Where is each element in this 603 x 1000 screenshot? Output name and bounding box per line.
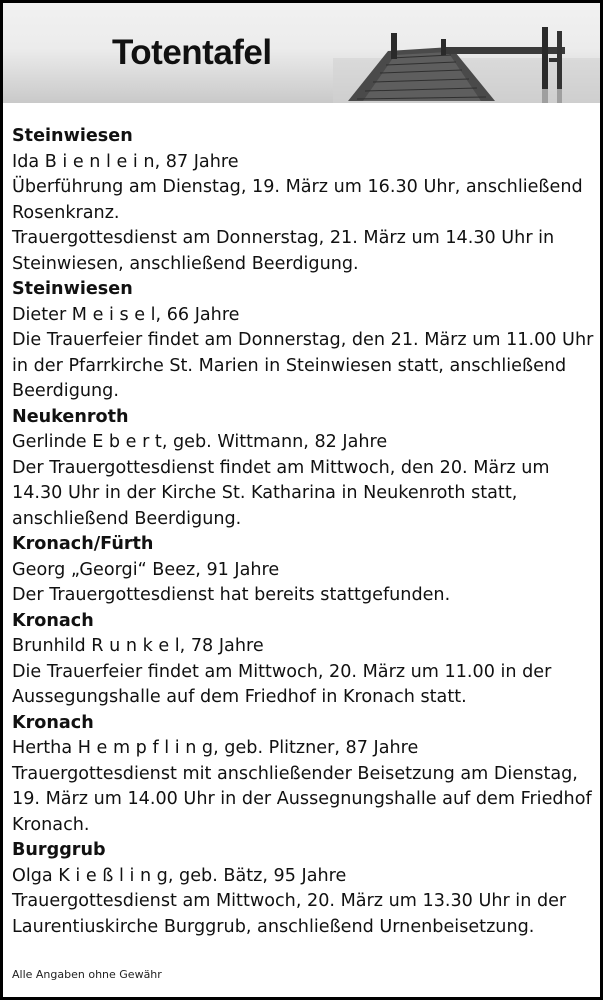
entry-text-line: Trauergottesdienst am Mittwoch, 20. März um 13.30 Uhr in der: [12, 891, 567, 911]
entry-name: Hertha H e m p f l i n g, geb. Plitzner, 87 Jahre: [12, 738, 419, 758]
entry-place: Neukenroth: [12, 406, 129, 427]
obituary-entry: [12, 711, 600, 839]
obituary-entry: [12, 838, 600, 940]
obituary-entry: [12, 277, 600, 405]
obituary-entry: [12, 532, 600, 609]
entry-text-line: 19. März um 14.00 Uhr in der Aussegnungshalle auf dem Friedhof: [12, 789, 592, 809]
entry-place: Burggrub: [12, 840, 106, 860]
entry-text-line: Aussegungshalle auf dem Friedhof in Kronach statt.: [12, 687, 467, 707]
jetty-photo: [3, 3, 600, 103]
entry-text-line: anschließend Beerdigung.: [12, 508, 242, 529]
entry-text-line: Die Trauerfeier findet am Mittwoch, 20. März um 11.00 in der: [12, 661, 552, 682]
entry-name: Dieter M e i s e l, 66 Jahre: [12, 304, 240, 325]
entry-text-line: Trauergottesdienst mit anschließender Beisetzung am Dienstag,: [12, 763, 578, 784]
entry-place: Kronach: [12, 712, 94, 733]
entry-name: Georg „Georgi“ Beez, 91 Jahre: [12, 559, 280, 580]
entry-text-line: Laurentiuskirche Burggrub, anschließend Urnenbeisetzung.: [12, 916, 535, 937]
entry-text-line: Der Trauergottesdienst findet am Mittwoch, den 20. März um: [12, 457, 550, 478]
entry-text-line: Kronach.: [12, 814, 90, 835]
entry-place: Steinwiesen: [12, 279, 133, 299]
obituary-entry: [12, 405, 600, 533]
obituary-entry: [12, 124, 600, 277]
disclaimer: Alle Angaben ohne Gewähr: [12, 968, 162, 981]
entry-text-line: Trauergottesdienst am Donnerstag, 21. März um 14.30 Uhr in: [12, 228, 555, 248]
obituary-entry: [12, 609, 600, 711]
entry-text-line: Der Trauergottesdienst hat bereits stattgefunden.: [12, 585, 451, 605]
entry-text-line: Die Trauerfeier findet am Donnerstag, den 21. März um 11.00 Uhr: [12, 330, 594, 350]
entry-name: Olga K i e ß l i n g, geb. Bätz, 95 Jahre: [12, 865, 347, 886]
entry-place: Steinwiesen: [12, 126, 133, 146]
entry-text-line: Steinwiesen, anschließend Beerdigung.: [12, 253, 359, 274]
entry-text-line: in der Pfarrkirche St. Marien in Steinwiesen statt, anschließend: [12, 355, 567, 376]
entry-name: Ida B i e n l e i n, 87 Jahre: [12, 151, 239, 172]
obituary-list: [12, 124, 600, 940]
entry-name: Gerlinde E b e r t, geb. Wittmann, 82 Jahre: [12, 432, 388, 452]
entry-text-line: Rosenkranz.: [12, 202, 120, 223]
page-title: Totentafel: [112, 33, 272, 72]
entry-text-line: Beerdigung.: [12, 381, 119, 401]
entry-place: Kronach/Fürth: [12, 534, 154, 554]
header-banner: [3, 3, 600, 103]
entry-text-line: Überführung am Dienstag, 19. März um 16.30 Uhr, anschließend: [12, 177, 583, 197]
entry-place: Kronach: [12, 610, 94, 631]
entry-text-line: 14.30 Uhr in der Kirche St. Katharina in Neukenroth statt,: [12, 483, 518, 503]
entry-name: Brunhild R u n k e l, 78 Jahre: [12, 636, 264, 656]
